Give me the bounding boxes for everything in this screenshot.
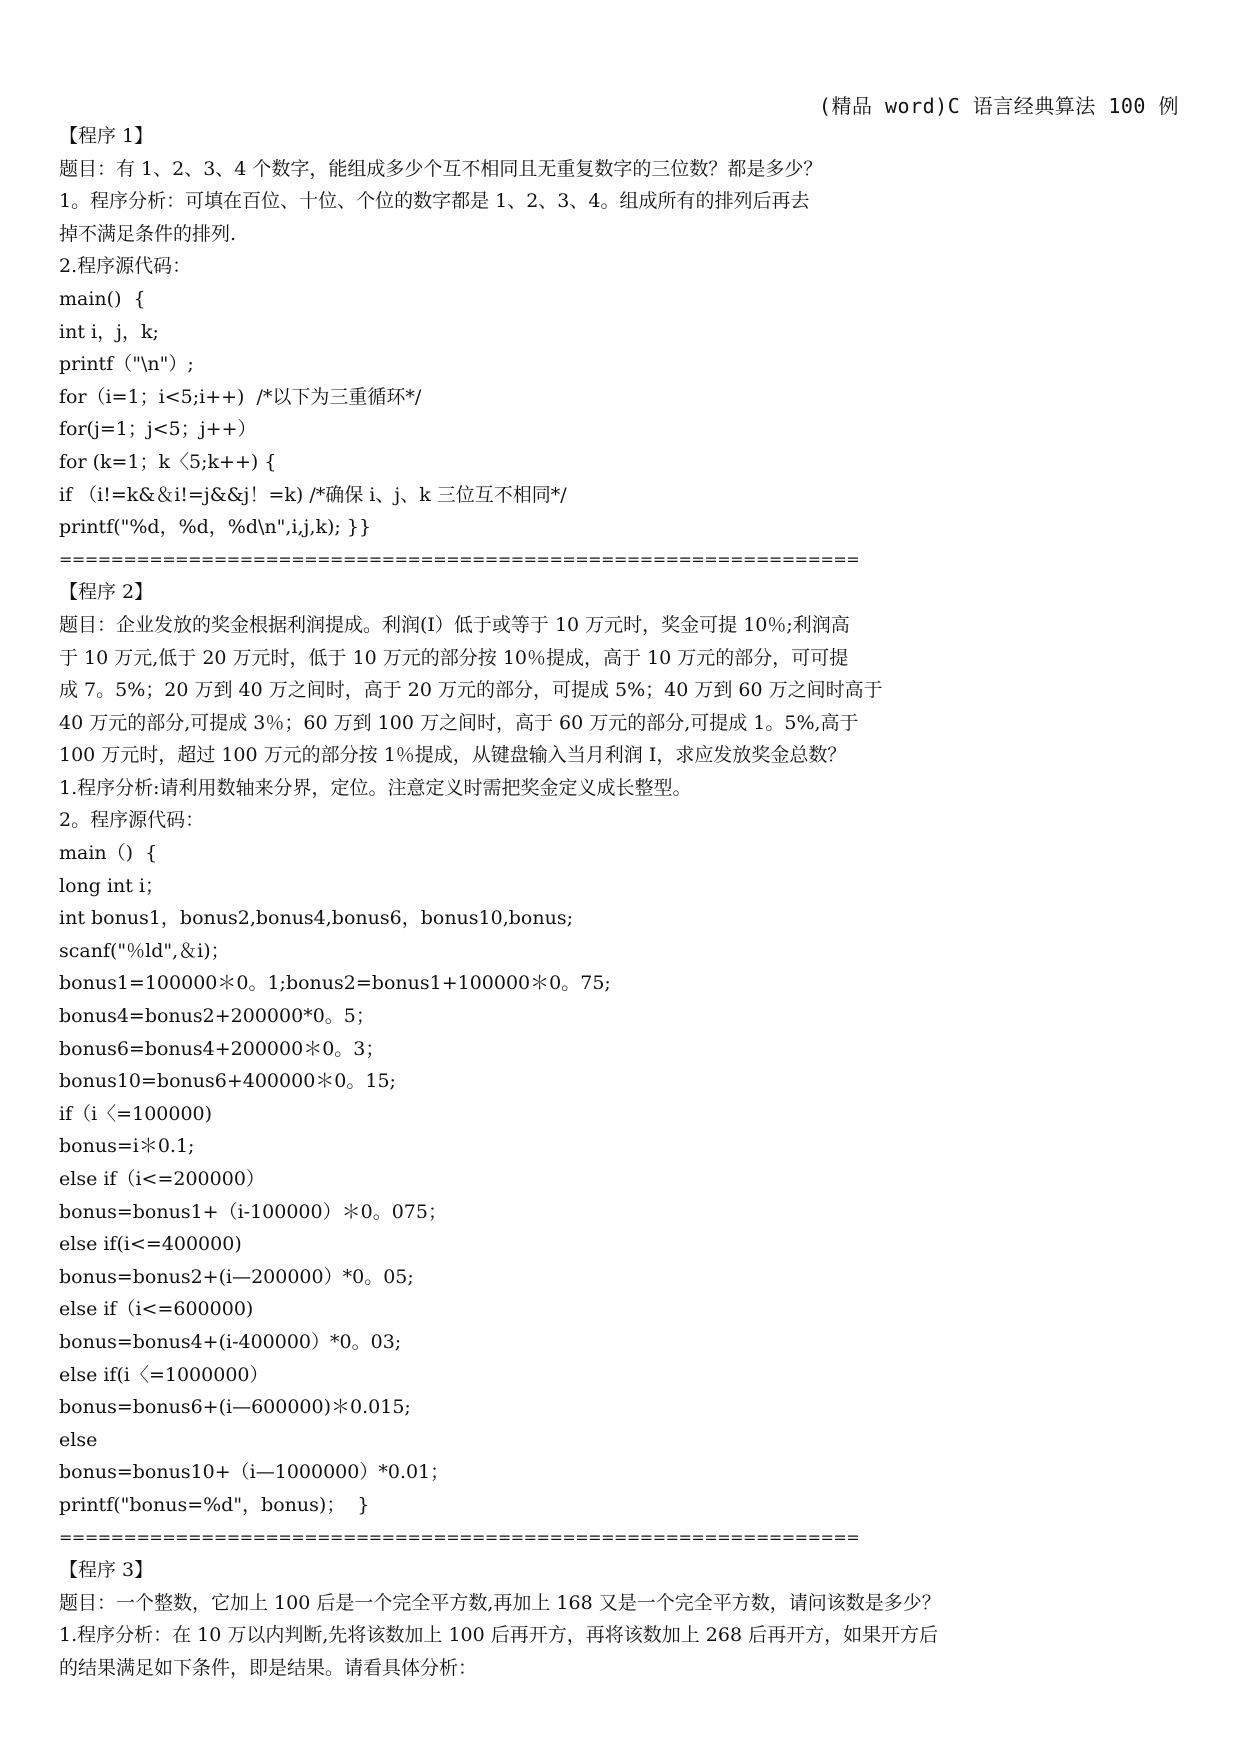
text-line: else [59,1428,98,1451]
text-line: for(j=1；j<5；j++） [59,418,257,441]
text-line: for (k=1；k〈5;k++) { [59,450,277,473]
text-line: printf("bonus=%d"，bonus)； } [59,1493,370,1516]
text-line: bonus=bonus6+(i—600000)＊0.015; [59,1396,411,1419]
text-line: else if（i<=200000） [59,1168,265,1190]
text-line: long int i； [59,874,165,897]
text-line: bonus6=bonus4+200000＊0。3； [59,1037,385,1060]
text-line: bonus=i＊0.1; [59,1135,195,1158]
text-line: 40 万元的部分,可提成 3％；60 万到 100 万之间时，高于 60 万元的部分,可提成 1。5%,高于 [59,711,859,734]
text-line: else if（i<=600000) [59,1298,254,1321]
text-line: 成 7。5%；20 万到 40 万之间时，高于 20 万元的部分，可提成 5%；40 万到 60 万之间时高于 [59,679,883,702]
text-line: int i，j，k; [59,320,159,343]
text-line: bonus=bonus2+(i—200000）*0。05; [59,1265,414,1288]
text-line: 【程序 2】 [59,581,154,604]
text-line: 1.程序分析：在 10 万以内判断,先将该数加上 100 后再开方，再将该数加上 268 后再开方，如果开方后 [59,1624,939,1647]
text-line: bonus4=bonus2+200000*0。5； [59,1005,375,1028]
text-line: 1.程序分析:请利用数轴来分界，定位。注意定义时需把奖金定义成长整型。 [59,776,692,799]
text-line: 2.程序源代码： [59,255,192,278]
document-header-title: (精品 word)C 语言经典算法 100 例 [818,94,1179,118]
text-line: 的结果满足如下条件，即是结果。请看具体分析： [59,1656,478,1679]
text-line: for（i=1；i<5;i++) /*以下为三重循环*/ [59,385,422,408]
text-line: 题目：有 1、2、3、4 个数字，能组成多少个互不相同且无重复数字的三位数？都是多少？ [59,157,823,180]
text-line: bonus1=100000＊0。1;bonus2=bonus1+100000＊0。75; [59,972,611,995]
separator-line: ============================================================== [59,1527,860,1547]
text-line: bonus=bonus4+(i-400000）*0。03; [59,1330,402,1353]
text-line: 【程序 1】 [59,125,154,147]
text-line: int bonus1，bonus2,bonus4,bonus6，bonus10,bonus; [59,907,573,930]
text-line: 题目：一个整数，它加上 100 后是一个完全平方数,再加上 168 又是一个完全平方数，请问该数是多少？ [59,1591,941,1614]
text-line: scanf("％ld",＆i)； [59,939,230,962]
text-line: printf("%d，%d，%d\n",i,j,k); }} [59,516,372,539]
text-line: main（) { [59,842,158,865]
separator-line: ============================================================== [59,549,860,569]
text-line: else if(i〈=1000000） [59,1363,269,1386]
text-line: 掉不满足条件的排列. [59,222,237,245]
text-line: printf（"\n"）; [59,353,194,376]
text-line: if （i!=k&＆i!=j&&j！=k) /*确保 i、j、k 三位互不相同*/ [59,483,567,506]
text-line: if（i〈=100000) [59,1102,213,1125]
text-line: bonus10=bonus6+400000＊0。15; [59,1070,396,1093]
text-line: 于 10 万元,低于 20 万元时，低于 10 万元的部分按 10％提成，高于 10 万元的部分，可可提 [59,646,849,669]
text-line: 1。程序分析：可填在百位、十位、个位的数字都是 1、2、3、4。组成所有的排列后再去 [59,190,810,213]
text-line: 【程序 3】 [59,1559,154,1582]
text-line: bonus=bonus1+（i-100000）＊0。075； [59,1200,447,1223]
text-line: 2。程序源代码： [59,809,205,832]
text-line: 100 万元时，超过 100 万元的部分按 1％提成，从键盘输入当月利润 I，求应发放奖金总数？ [59,744,847,767]
document-body [59,120,1189,1685]
text-line: 题目：企业发放的奖金根据利润提成。利润(I）低于或等于 10 万元时，奖金可提 10％;利润高 [59,613,850,636]
text-line: else if(i<=400000) [59,1233,242,1256]
text-line: main() { [59,287,146,310]
text-line: bonus=bonus10+（i—1000000）*0.01； [59,1461,450,1484]
